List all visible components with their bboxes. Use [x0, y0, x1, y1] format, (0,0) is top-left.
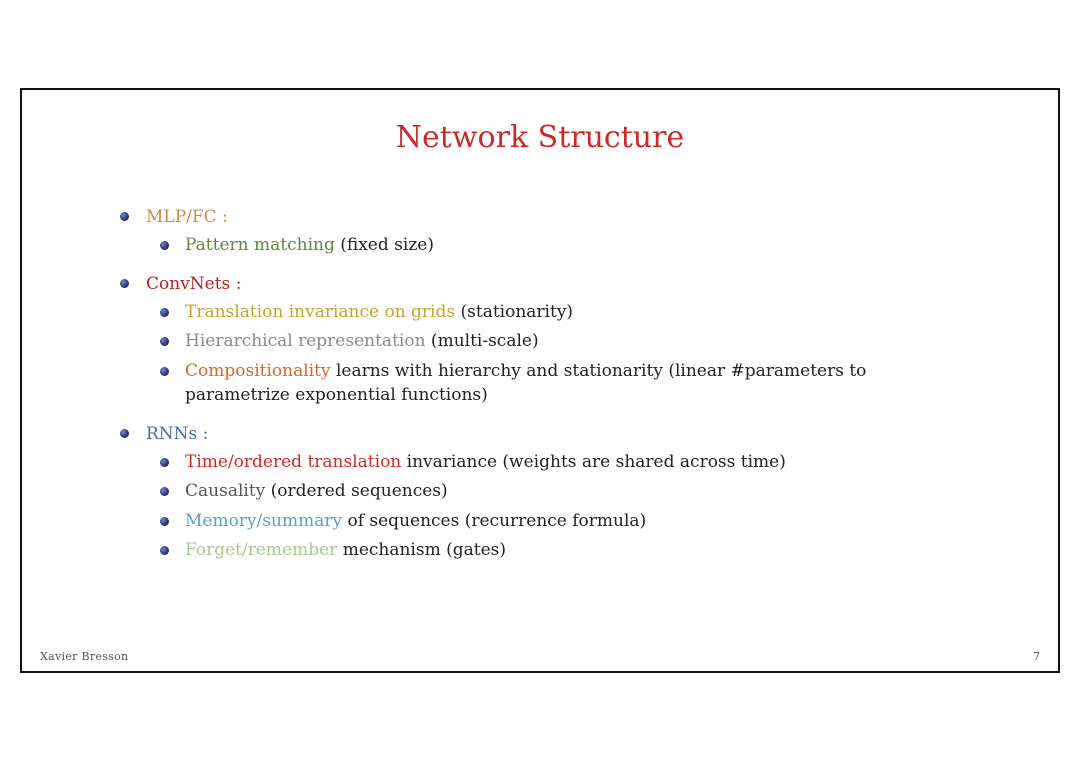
bullet-icon [160, 337, 169, 346]
sub-item [118, 479, 938, 504]
bullet-icon [160, 487, 169, 496]
slide-title: Network Structure [395, 120, 685, 155]
item-label: RNNs : [146, 423, 209, 444]
bullet-icon [120, 279, 129, 288]
item-label: ConvNets : [146, 273, 242, 294]
bullet-icon [160, 367, 169, 376]
sub-item-text: mechanism (gates) [337, 540, 507, 560]
sub-item [118, 233, 938, 258]
footer-author: Xavier Bresson [40, 650, 129, 663]
sub-item-highlight: Compositionality [185, 360, 331, 381]
sub-item [118, 359, 938, 408]
sub-item-text: (multi-scale) [425, 331, 539, 351]
sub-item-highlight: Forget/remember [185, 540, 338, 560]
sub-item-text: learns with hierarchy and stationarity (linear #parameters to parametrize exponential functions) [185, 360, 867, 405]
bullet-icon [160, 546, 169, 555]
list-item-rnns [118, 420, 938, 563]
sub-item-text: (stationarity) [455, 301, 574, 322]
list-item-convnets [118, 270, 938, 408]
sub-item-highlight: Time/ordered translation [185, 451, 402, 472]
page-number: 7 [1033, 650, 1040, 663]
bullet-icon [160, 517, 169, 526]
sub-item-highlight: Translation invariance on grids [185, 301, 456, 322]
sub-item [118, 509, 938, 534]
slide [20, 88, 1060, 673]
sub-item-highlight: Memory/summary [185, 510, 343, 531]
item-label: MLP/FC : [146, 207, 228, 227]
sub-item-text: (fixed size) [334, 235, 434, 255]
bullet-list [118, 203, 938, 575]
bullet-icon [120, 429, 129, 438]
list-item-mlp [118, 203, 938, 258]
sub-item-text: (ordered sequences) [265, 481, 448, 501]
bullet-icon [160, 458, 169, 467]
sub-item-text: invariance (weights are shared across time) [401, 451, 786, 472]
sub-item-highlight: Pattern matching [185, 235, 335, 255]
sub-item-highlight: Hierarchical representation [185, 331, 426, 351]
sub-item-highlight: Causality [185, 481, 266, 501]
sub-item-text: of sequences (recurrence formula) [342, 510, 647, 531]
sub-item [118, 450, 938, 475]
bullet-icon [160, 308, 169, 317]
sub-item [118, 329, 938, 354]
sub-item [118, 538, 938, 563]
bullet-icon [160, 241, 169, 250]
bullet-icon [120, 212, 129, 221]
sub-item [118, 300, 938, 325]
